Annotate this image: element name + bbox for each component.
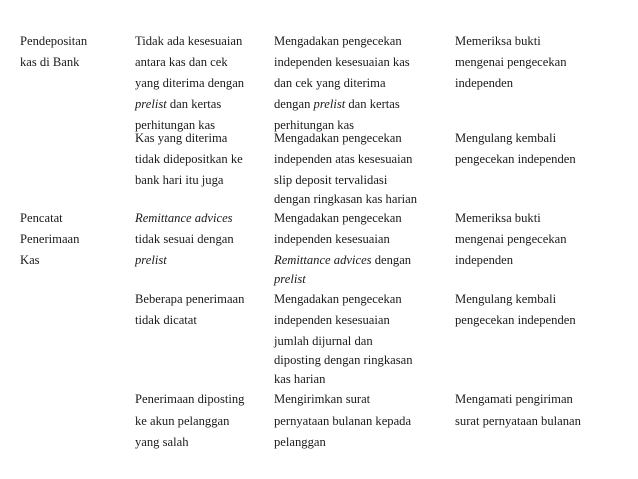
control-line: pernyataan bulanan kepada (274, 414, 412, 428)
control-line: Remittance advices dengan (274, 253, 412, 267)
test-line: pengecekan independen (455, 313, 576, 327)
risk-line: Tidak ada kesesuaian (135, 34, 243, 48)
test-line: mengenai pengecekan (455, 232, 567, 246)
test-line: Mengamati pengiriman (455, 392, 573, 406)
actor-line: Penerimaan (20, 232, 80, 246)
control-line: independen kesesuaian kas (274, 55, 410, 69)
control-line: dengan ringkasan kas harian (274, 192, 418, 206)
risk-line: Beberapa penerimaan (135, 292, 245, 306)
test-line: Memeriksa bukti (455, 211, 541, 225)
risk-line: perhitungan kas (135, 118, 216, 132)
actor-line: Pencatat (20, 211, 63, 225)
risk-line: yang salah (135, 435, 189, 449)
control-line: Mengirimkan surat (274, 392, 371, 406)
risk-line: Remittance advices (135, 211, 233, 225)
control-line: Mengadakan pengecekan (274, 34, 402, 48)
control-line: Mengadakan pengecekan (274, 211, 402, 225)
risk-line: antara kas dan cek (135, 55, 228, 69)
risk-line: tidak sesuai dengan (135, 232, 234, 246)
test-line: pengecekan independen (455, 152, 576, 166)
test-line: independen (455, 76, 514, 90)
risk-line: Penerimaan diposting (135, 392, 245, 406)
control-line: independen kesesuaian (274, 232, 390, 246)
actor-line: Kas (20, 253, 40, 267)
control-line: jumlah dijurnal dan (274, 334, 373, 348)
control-line: independen kesesuaian (274, 313, 390, 327)
actor-line: kas di Bank (20, 55, 80, 69)
risk-line: tidak dicatat (135, 313, 197, 327)
control-line: perhitungan kas (274, 118, 355, 132)
test-line: independen (455, 253, 514, 267)
risk-line: prelist (135, 253, 167, 267)
control-line: independen atas kesesuaian (274, 152, 413, 166)
test-line: Memeriksa bukti (455, 34, 541, 48)
control-line: dengan prelist dan kertas (274, 97, 400, 111)
test-line: surat pernyataan bulanan (455, 414, 581, 428)
test-line: Mengulang kembali (455, 131, 557, 145)
control-line: slip deposit tervalidasi (274, 173, 388, 187)
control-line: prelist (274, 272, 306, 286)
risk-line: prelist dan kertas (135, 97, 222, 111)
control-line: kas harian (274, 372, 326, 386)
control-line: diposting dengan ringkasan (274, 353, 413, 367)
test-line: mengenai pengecekan (455, 55, 567, 69)
risk-line: yang diterima dengan (135, 76, 245, 90)
control-line: Mengadakan pengecekan (274, 131, 402, 145)
risk-line: ke akun pelanggan (135, 414, 230, 428)
risk-line: Kas yang diterima (135, 131, 228, 145)
risk-line: tidak didepositkan ke (135, 152, 243, 166)
test-line: Mengulang kembali (455, 292, 557, 306)
risk-line: bank hari itu juga (135, 173, 224, 187)
control-line: pelanggan (274, 435, 326, 449)
actor-line: Pendepositan (20, 34, 88, 48)
control-line: dan cek yang diterima (274, 76, 386, 90)
control-line: Mengadakan pengecekan (274, 292, 402, 306)
